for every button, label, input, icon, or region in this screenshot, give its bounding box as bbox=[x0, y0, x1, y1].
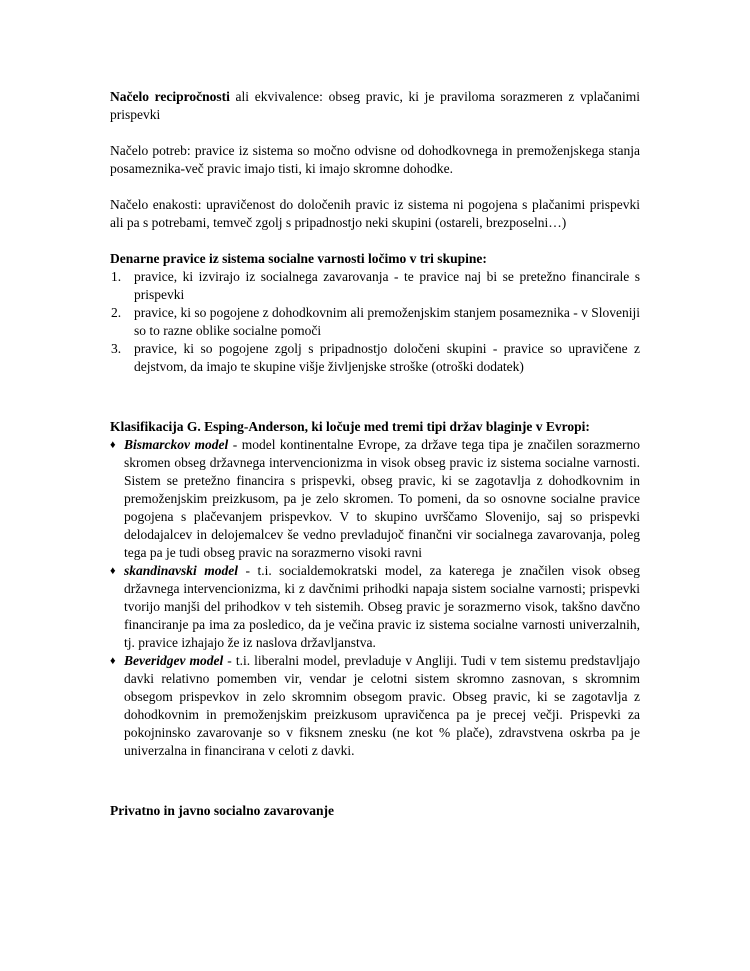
list-item bbox=[110, 562, 640, 652]
list-item-text: pravice, ki izvirajo iz socialnega zavarovanja - te pravice naj bi se pretežno financirale s prispevki bbox=[134, 269, 640, 302]
list-item-marker: 3. bbox=[111, 341, 122, 356]
spacer bbox=[110, 376, 640, 418]
paragraph-reciprocity bbox=[110, 88, 640, 124]
document-body bbox=[110, 88, 640, 820]
list-item bbox=[110, 652, 640, 760]
list-item bbox=[110, 268, 640, 304]
paragraph-equality bbox=[110, 196, 640, 232]
paragraph-needs-text: Načelo potreb: pravice iz sistema so močno odvisne od dohodkovnega in premoženjskega stanja posameznika-več pravic imajo tisti, ki imajo skromne dohodke. bbox=[110, 143, 640, 176]
paragraph-reciprocity-text: ali ekvivalence: obseg pravic, ki je praviloma sorazmeren z vplačanimi prispevki bbox=[110, 89, 640, 122]
list-item bbox=[110, 304, 640, 340]
paragraph-equality-text: Načelo enakosti: upravičenost do določenih pravic iz sistema ni pogojena s plačanimi prispevki ali pa s potrebami, temveč zgolj s pripadnostjo neki skupini (ostareli, brezposelni…) bbox=[110, 197, 640, 230]
diamond-bullet-icon: ♦ bbox=[110, 655, 116, 667]
model-term: Bismarckov model bbox=[124, 437, 229, 452]
diamond-bullet-icon: ♦ bbox=[110, 439, 116, 451]
list-item bbox=[110, 436, 640, 562]
list-item-text: pravice, ki so pogojene zgolj s pripadnostjo določeni skupini - pravice so upravičene z dejstvom, da imajo te skupine višje življenjske stroške (otroški dodatek) bbox=[134, 341, 640, 374]
diamond-bullet-icon: ♦ bbox=[110, 565, 116, 577]
list-item-marker: 2. bbox=[111, 305, 122, 320]
model-term: Beveridgev model bbox=[124, 653, 224, 668]
paragraph-reciprocity-lead: Načelo recipročnosti bbox=[110, 89, 230, 104]
model-description: - model kontinentalne Evrope, za države tega tipa je značilen sorazmerno skromen obseg državnega intervencionizma in visok obseg pravic iz sistema socialne varnosti. Sistem se pretežno financira s prispevki, obseg pravic, ki se zagotavlja z dohodkovnim in premoženjskim preizkusom, pa je zelo skromen. To pomeni, da so osnovne socialne pravice pogojena s plačevanjem prispevkov. V to skupino uvrščamo Slovenijo, saj so prispevki delodajalcev in delojemalcev še vedno prevladujoč finančni vir socialnega zavarovanja, poleg tega pa je tudi obseg pravic na sorazmerno visoki ravni bbox=[124, 437, 640, 560]
paragraph-needs bbox=[110, 142, 640, 178]
model-description: - t.i. socialdemokratski model, za katerega je značilen visok obseg državnega intervencionizma, ki z davčnimi prihodki napaja sistem socialne varnosti; prispevki tvorijo manjši del prihodkov v teh sistemih. Obseg pravic je sorazmerno visok, takšno davčno financiranje pa ima za posledico, da je večina pravic iz sistema socialne varnosti univerzalnih, tj. pravice izhajajo že iz naslova državljanstva. bbox=[124, 563, 641, 650]
model-description: - t.i. liberalni model, prevladuje v Angliji. Tudi v tem sistemu predstavljajo davki relativno pomemben vir, vendar je celotni sistem skromno zasnovan, s skromnim obsegom prispevkov in zelo skromnim obsegom pravic. Obseg pravic, ki se zagotavlja z dohodkovnim in premoženjskim preizkusom upravičenca pa je precej večji. Prispevki za pokojninsko zavarovanje so v fiksnem znesku (ne kot % plače), zdravstvena oskrba pa je univerzalna in financirana v celoti z davki. bbox=[124, 653, 640, 758]
heading-classification: Klasifikacija G. Esping-Anderson, ki ločuje med tremi tipi držav blaginje v Evropi: bbox=[110, 419, 590, 434]
welfare-models-list bbox=[110, 436, 640, 760]
spacer bbox=[110, 760, 640, 802]
heading-private-public-insurance: Privatno in javno socialno zavarovanje bbox=[110, 803, 334, 818]
heading-monetary-rights: Denarne pravice iz sistema socialne varnosti ločimo v tri skupine: bbox=[110, 251, 487, 266]
list-item bbox=[110, 340, 640, 376]
list-item-text: pravice, ki so pogojene z dohodkovnim ali premoženjskim stanjem posameznika - v Sloveniji so to razne oblike socialne pomoči bbox=[134, 305, 640, 338]
model-term: skandinavski model bbox=[124, 563, 238, 578]
monetary-rights-list bbox=[110, 268, 640, 376]
list-item-marker: 1. bbox=[111, 269, 122, 284]
